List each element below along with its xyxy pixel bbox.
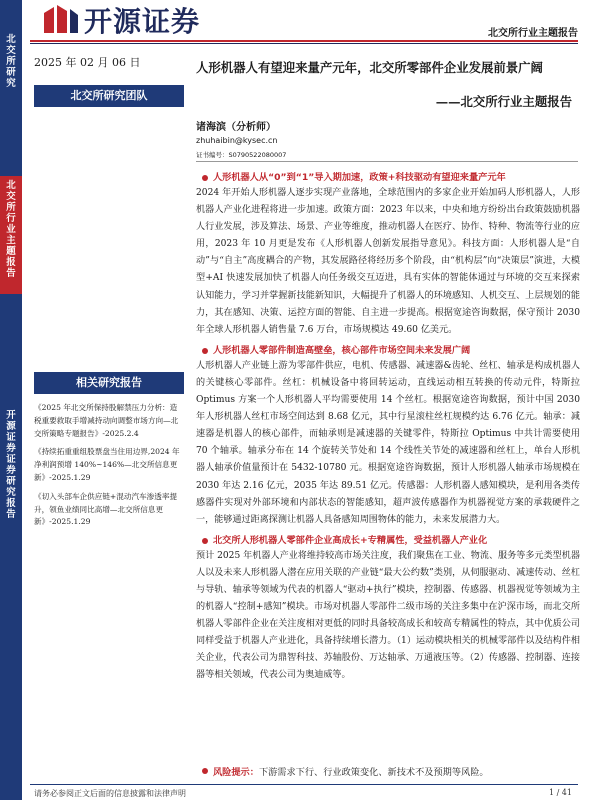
strip-char: 所 — [6, 202, 16, 213]
strip-char: 究 — [6, 78, 16, 89]
related-item[interactable]: 《2025 年北交所保持股解禁压力分析：造税重要救取手增减持动向调整市场方向—北交所策略专题报告》-2025.2.4 — [34, 403, 179, 438]
related-item[interactable]: 《切入头部车企供应链+混动汽车渗透率提升，领鱼业绩同比高增—北交所信息更新》-2025.1.29 — [34, 491, 178, 527]
strip-char: 行 — [6, 213, 16, 224]
strip-char: 开 — [6, 410, 16, 421]
risk-label: 风险提示： — [213, 767, 259, 778]
strip-char: 告 — [6, 268, 16, 279]
bullet-icon — [202, 538, 208, 544]
page-number: 1 / 41 — [548, 788, 572, 797]
strip-char: 业 — [6, 224, 16, 235]
strip-char: 主 — [6, 235, 16, 246]
strip-char: 源 — [6, 421, 16, 432]
related-list — [34, 402, 184, 535]
analyst-name: 诸海滨（分析师） — [196, 122, 276, 133]
strip-char: 研 — [6, 67, 16, 78]
strip-char: 证 — [6, 432, 16, 443]
section-paragraph: 人形机器人产业链上游为零部件供应，电机、传感器、减速器&齿轮、丝杠、轴承是构成机器人的关键核心零部件。丝杠：机械设备中将回转运动，直线运动相互转换的传动元件，特斯拉 Optimus 方案一个人形机器人平均需要使用 14 个丝杠。根据宽途咨询数据，预计中国 2030 年人形机器人丝杠市场空间达到 8.68 亿元，其中行星滚柱丝杠规模约达 6.76 亿元。轴承：减速器是机器人的核心部件，而轴承则是减速器的关键零件，特斯拉 Optimus 中共计需要使用 70 个轴承。轴承分布在 14 个旋转关节处和 14 个线性关节处的减速器和丝杠上，单台人形机器人轴承价值量预计在 5432-10780 元。根据宽途咨询数据，预计人形机器人轴承市场规模在 2030 年达 2.16 亿元，2035 年达 89.51 亿元。传感器：人形机器人感知模块，是利用各类传感器件实现对外部环境和内部状态的智能感知，超声波传感器作为机器视觉方案的承载硬件之一，能够通过距离探测让机器人具备感知周围物体的能力，未来发展潜力大。 — [196, 360, 580, 525]
logo-mark-icon — [40, 3, 80, 37]
strip-char: 研 — [6, 476, 16, 487]
section-heading-text: 人形机器人从“0”到“1”导入期加速，政策+科技驱动有望迎来量产元年 — [213, 172, 506, 183]
report-type: 北交所行业主题报告 — [488, 28, 578, 39]
bullet-icon — [202, 768, 208, 774]
report-date: 2025 年 02 月 06 日 — [34, 56, 141, 69]
bullet-icon — [202, 175, 208, 181]
analyst-divider — [196, 161, 578, 162]
section-heading — [196, 534, 580, 548]
strip-char: 所 — [6, 56, 16, 67]
section-heading — [196, 344, 580, 358]
risk-notice — [196, 764, 580, 778]
section-paragraph: 预计 2025 年机器人产业将维持较高市场关注度，我们聚焦在工业、物流、服务等多元类型机器人以及未来人形机器人潜在应用关联的产业链“最大公约数”类别，从伺服驱动、减速传动、丝杠与导轨、轴承等领域为代表的机器人“驱动+执行”模块，控制器、传感器、机器视觉等领域为主的机器人“控制+感知”模块。市场对机器人零部件二级市场的关注多集中在沪深市场，而北交所机器人零部件企业在关注度相对更低的同时具备较高成长和较高专精属性的特点，其中优质公司同样受益于机器人产业进化，具备持续增长潜力。（1）运动模块相关的机械零部件以及结构件相关企业，代表公司为鼎智科技、苏轴股份、万达轴承、万通液压等。（2）传感器、控制器、连接器等相关领域，代表公司为奥迪威等。 — [196, 550, 580, 681]
section-paragraph: 2024 年开始人形机器人逐步实现产业落地，全球范围内的多家企业开始加码人形机器人，人形机器人产业化进程将进一步加速。政策方面：2023 年以来，中央和地方纷纷出台政策鼓励机器人行业发展，涉及算法、场景、产业等维度，推动机器人在医疗、协作、特种、物流等行业的应用，2023 年 10 月更是发布《人形机器人创新发展指导意见》。科技方面：人形机器人是“自动”与“自主”高度耦合的产物，其发展路径将经历多个阶段，由“机构层”向“决策层”演进，大模型+AI 快速发展加快了机器人向任务级交互迈进，具有实体的智能体通过与环境的交互来探索认知能力，学习并掌握新技能新知识，大幅提升了机器人的环境感知、人机交互、上层规划的能力，其在感知、决策、运控方面的智能、自主进一步提高。根据宽途咨询数据，保守预计 2030 年全球人形机器人销售量 7.6 万台，市场规模达 49.60 亿美元。 — [196, 188, 580, 335]
related-item[interactable]: 《持续拓重重组股票盘当住用边界,2024 年净利润预增 140%~146%—北交所信息更新》-2025.1.29 — [34, 447, 180, 482]
strip-char: 券 — [6, 443, 16, 454]
page-title: 人形机器人有望迎来量产元年，北交所零部件企业发展前景广阔 — [196, 60, 543, 75]
side-strip — [0, 0, 22, 800]
report-body — [196, 166, 580, 685]
strip-char: 题 — [6, 246, 16, 257]
strip-char: 告 — [6, 509, 16, 520]
header-divider — [30, 40, 578, 42]
strip-char: 究 — [6, 487, 16, 498]
strip-char: 交 — [6, 191, 16, 202]
risk-text: 下游需求下行、行业政策变化、新技术不及预期等风险。 — [258, 767, 489, 778]
section-heading-text: 人形机器人零部件制造高壁垒，核心部件市场空间未来发展广阔 — [213, 344, 471, 356]
strip-char: 交 — [6, 45, 16, 56]
header-divider-2 — [30, 43, 578, 44]
related-title: 相关研究报告 — [34, 372, 184, 394]
strip-char: 报 — [6, 498, 16, 509]
footer-divider — [30, 784, 578, 785]
section-heading-text: 北交所人形机器人零部件企业高成长+专精属性，受益机器人产业化 — [213, 534, 488, 546]
strip-top — [0, 34, 22, 89]
bullet-icon — [202, 348, 208, 354]
brand-name: 开源证券 — [84, 5, 201, 38]
strip-char: 北 — [6, 34, 16, 45]
strip-char: 券 — [6, 465, 16, 476]
page-subtitle: ——北交所行业主题报告 — [435, 94, 572, 109]
footer-disclaimer: 请务必参阅正文后面的信息披露和法律声明 — [34, 789, 186, 798]
analyst-email[interactable]: zhuhaibin@kysec.cn — [196, 136, 278, 145]
brand-logo — [40, 2, 240, 38]
strip-bottom — [0, 410, 22, 520]
section-heading — [196, 171, 580, 185]
team-label: 北交所研究团队 — [34, 85, 184, 107]
strip-middle — [0, 176, 22, 294]
analyst-cert: 证书编号：S0790522080007 — [196, 151, 287, 159]
strip-char: 证 — [6, 454, 16, 465]
strip-char: 报 — [6, 257, 16, 268]
strip-char: 北 — [6, 180, 16, 191]
